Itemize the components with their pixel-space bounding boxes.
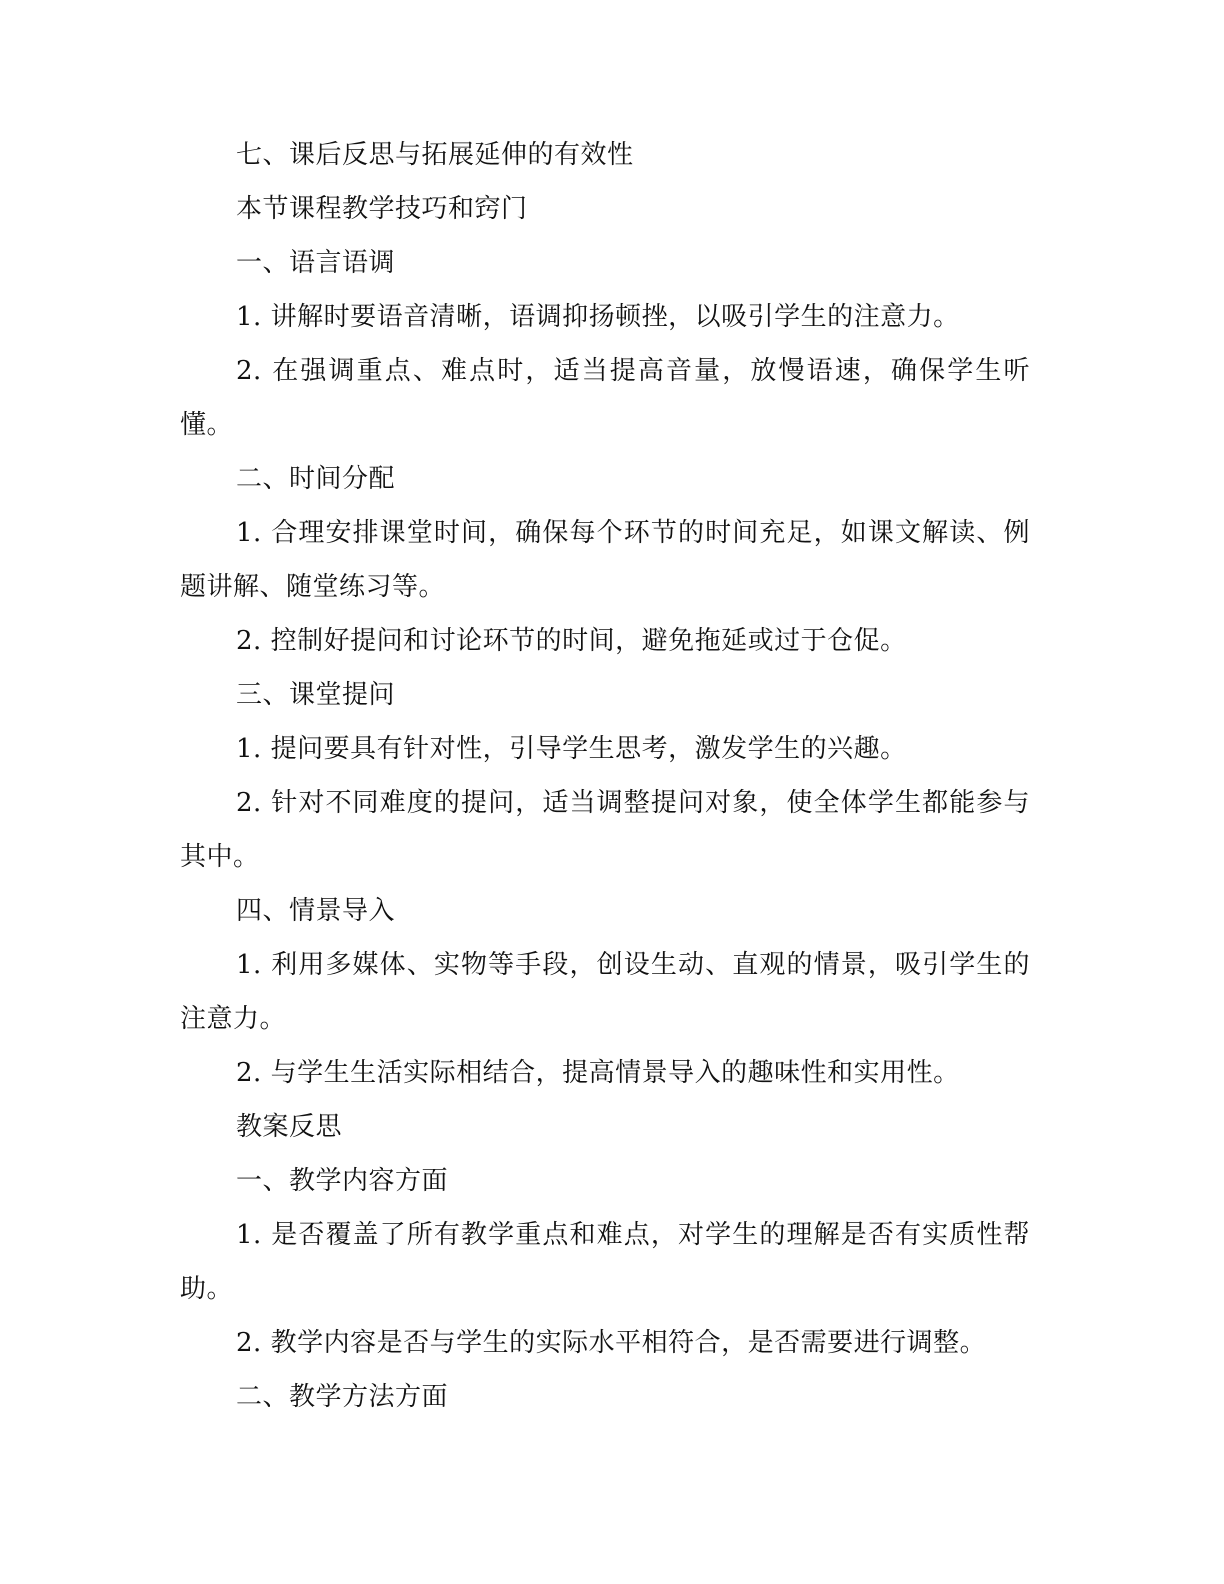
list-item: 1. 合理安排课堂时间，确保每个环节的时间充足，如课文解读、例题讲解、随堂练习等。 (180, 518, 1030, 602)
list-item: 1. 提问要具有针对性，引导学生思考，激发学生的兴趣。 (236, 734, 907, 764)
heading-scenario-intro: 四、情景导入 (236, 896, 396, 926)
list-item: 2. 与学生生活实际相结合，提高情景导入的趣味性和实用性。 (236, 1058, 960, 1088)
list-item: 1. 利用多媒体、实物等手段，创设生动、直观的情景，吸引学生的注意力。 (180, 950, 1030, 1034)
heading-language-tone: 一、语言语调 (236, 248, 396, 278)
list-item: 2. 针对不同难度的提问，适当调整提问对象，使全体学生都能参与其中。 (180, 788, 1030, 872)
heading-time-allocation: 二、时间分配 (236, 464, 396, 494)
heading-lesson-reflection: 教案反思 (236, 1112, 343, 1142)
heading-reflection-extension: 七、课后反思与拓展延伸的有效性 (236, 140, 634, 170)
document-page (180, 128, 1030, 1424)
list-item: 1. 讲解时要语音清晰，语调抑扬顿挫，以吸引学生的注意力。 (236, 302, 960, 332)
list-item: 2. 教学内容是否与学生的实际水平相符合，是否需要进行调整。 (236, 1328, 987, 1358)
list-item: 1. 是否覆盖了所有教学重点和难点，对学生的理解是否有实质性帮助。 (180, 1220, 1030, 1304)
heading-teaching-content: 一、教学内容方面 (236, 1166, 449, 1196)
heading-classroom-questions: 三、课堂提问 (236, 680, 396, 710)
heading-teaching-tips: 本节课程教学技巧和窍门 (236, 194, 528, 224)
heading-teaching-methods: 二、教学方法方面 (236, 1382, 449, 1412)
list-item: 2. 在强调重点、难点时，适当提高音量，放慢语速，确保学生听懂。 (180, 356, 1030, 440)
list-item: 2. 控制好提问和讨论环节的时间，避免拖延或过于仓促。 (236, 626, 907, 656)
